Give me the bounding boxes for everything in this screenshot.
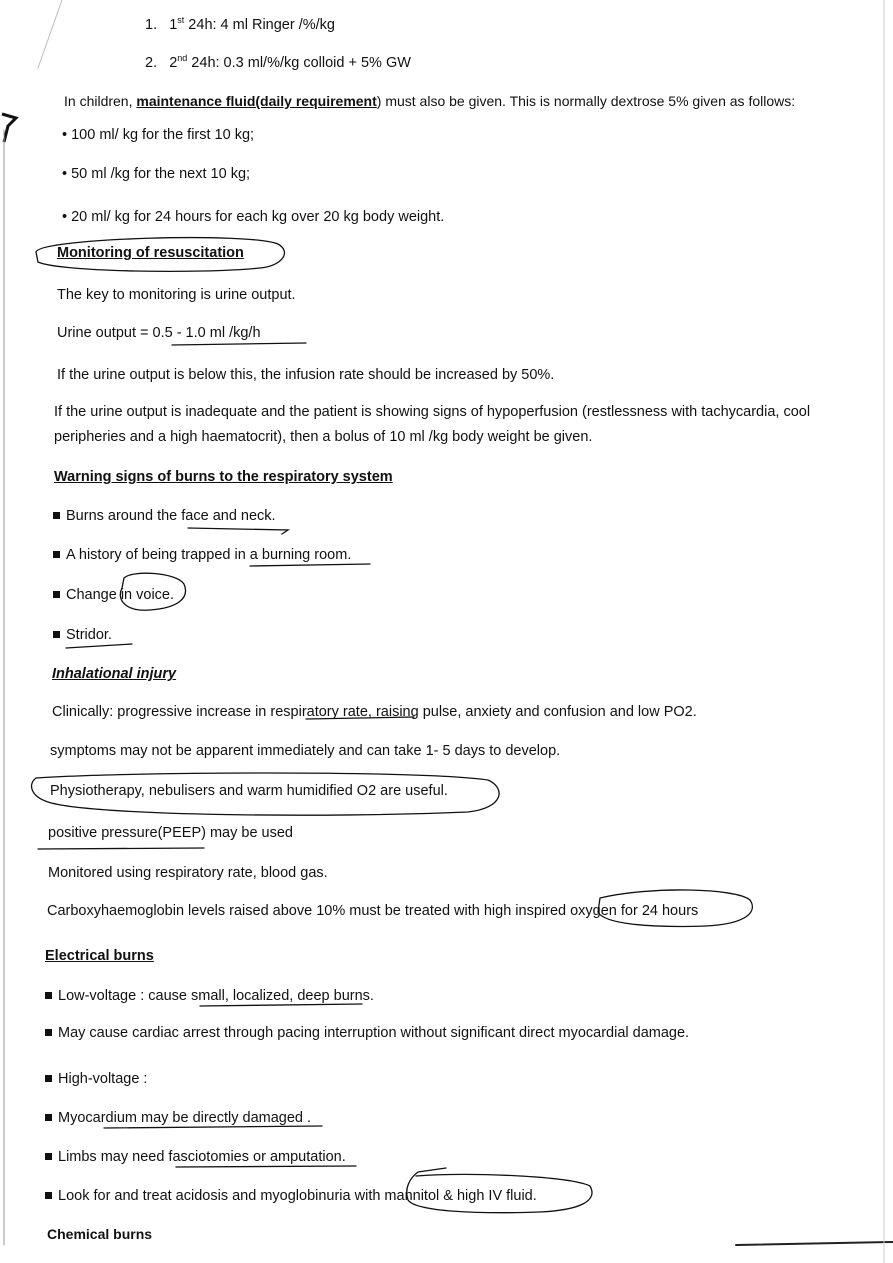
square-bullet-icon (45, 1029, 52, 1036)
chemical-heading: Chemical burns (47, 1226, 153, 1242)
numbered-item-2 (145, 49, 411, 72)
maintenance-bullet-2: • 50 ml /kg for the next 10 kg; (62, 166, 251, 182)
item-number: 1. (145, 16, 158, 33)
inhalational-line-1: Clinically: progressive increase in respiratory rate, raising pulse, anxiety and confusion and low PO2. (52, 704, 697, 720)
maintenance-bullet-1: • 100 ml/ kg for the first 10 kg; (62, 127, 255, 143)
maintenance-bullet-3: • 20 ml/ kg for 24 hours for each kg over 20 kg body weight. (62, 209, 445, 225)
numbered-item-1 (145, 11, 335, 34)
underline-fasciotomies (176, 1166, 356, 1167)
maintenance-paragraph (64, 92, 795, 110)
item-text: May cause cardiac arrest through pacing interruption without significant direct myocardial damage. (58, 1025, 690, 1041)
item-number: 2. (145, 54, 158, 71)
underline-stridor (66, 644, 132, 648)
electrical-item-4 (45, 1109, 311, 1127)
electrical-item-6 (45, 1187, 537, 1205)
warning-heading: Warning signs of burns to the respiratory system (54, 469, 393, 485)
monitoring-p4b: peripheries and a high haematocrit), then a bolus of 10 ml /kg body weight be given. (54, 429, 593, 445)
square-bullet-icon (53, 551, 60, 558)
margin-pen-mark (0, 112, 20, 152)
electrical-item-3 (45, 1070, 147, 1088)
item-text: 24h: 4 ml Ringer /%/kg (184, 16, 335, 33)
underline-face-neck (188, 528, 288, 534)
item-text: High-voltage : (58, 1071, 148, 1087)
maintenance-suffix: ) must also be given. This is normally dextrose 5% given as follows: (376, 93, 796, 109)
item-text: Change in voice. (66, 587, 175, 603)
item-text: Limbs may need fasciotomies or amputation. (58, 1149, 346, 1165)
bullet-text: 20 ml/ kg for 24 hours for each kg over 20 kg body weight. (71, 209, 445, 225)
item-text: Stridor. (66, 627, 112, 643)
ordinal-suffix: nd (177, 53, 188, 63)
monitoring-p1: The key to monitoring is urine output. (57, 287, 296, 303)
monitoring-heading: Monitoring of resuscitation (57, 245, 244, 261)
inhalational-line-3: Physiotherapy, nebulisers and warm humidified O2 are useful. (50, 783, 448, 799)
inhalational-line-5: Monitored using respiratory rate, blood gas. (48, 865, 328, 881)
ordinal: 1 (169, 16, 178, 33)
electrical-item-2 (45, 1024, 689, 1042)
inhalational-line-6: Carboxyhaemoglobin levels raised above 10% must be treated with high inspired oxygen for 24 hours (47, 903, 699, 919)
underline-burning-room (250, 564, 370, 566)
electrical-item-1 (45, 987, 374, 1005)
underline-urine-output (172, 343, 306, 345)
maintenance-emphasis: maintenance fluid(daily requirement (136, 93, 377, 109)
square-bullet-icon (45, 1153, 52, 1160)
inhalational-line-4: positive pressure(PEEP) may be used (48, 825, 293, 841)
square-bullet-icon (45, 992, 52, 999)
underline-peep (38, 848, 204, 849)
inhalational-line-2: symptoms may not be apparent immediately and can take 1- 5 days to develop. (50, 743, 561, 759)
bullet-text: 100 ml/ kg for the first 10 kg; (71, 127, 255, 143)
item-text: Low-voltage : cause small, localized, deep burns. (58, 988, 374, 1004)
electrical-heading: Electrical burns (45, 948, 154, 964)
bottom-edge-mark (736, 1242, 893, 1245)
item-text: Myocardium may be directly damaged . (58, 1110, 312, 1126)
monitoring-p4a: If the urine output is inadequate and the patient is showing signs of hypoperfusion (restlessness with tachycardia, cool (54, 404, 811, 420)
ordinal-suffix: st (177, 15, 185, 25)
monitoring-p2: Urine output = 0.5 - 1.0 ml /kg/h (57, 325, 261, 341)
faint-pen-stroke (38, 0, 62, 68)
square-bullet-icon (45, 1192, 52, 1199)
warning-item-3 (53, 586, 174, 604)
square-bullet-icon (53, 512, 60, 519)
item-text: 24h: 0.3 ml/%/kg colloid + 5% GW (187, 54, 411, 71)
ordinal: 2 (169, 54, 178, 71)
warning-item-1 (53, 507, 276, 525)
square-bullet-icon (45, 1075, 52, 1082)
maintenance-prefix: In children, (64, 93, 137, 109)
warning-item-4 (53, 626, 112, 644)
item-text: A history of being trapped in a burning room. (66, 547, 352, 563)
monitoring-p3: If the urine output is below this, the infusion rate should be increased by 50%. (57, 367, 555, 383)
item-text: Look for and treat acidosis and myoglobinuria with mannitol & high IV fluid. (58, 1188, 537, 1204)
square-bullet-icon (53, 631, 60, 638)
inhalational-heading: Inhalational injury (52, 666, 177, 682)
square-bullet-icon (45, 1114, 52, 1121)
warning-item-2 (53, 546, 351, 564)
electrical-item-5 (45, 1148, 346, 1166)
item-text: Burns around the face and neck. (66, 508, 276, 524)
bullet-text: 50 ml /kg for the next 10 kg; (71, 166, 251, 182)
square-bullet-icon (53, 591, 60, 598)
